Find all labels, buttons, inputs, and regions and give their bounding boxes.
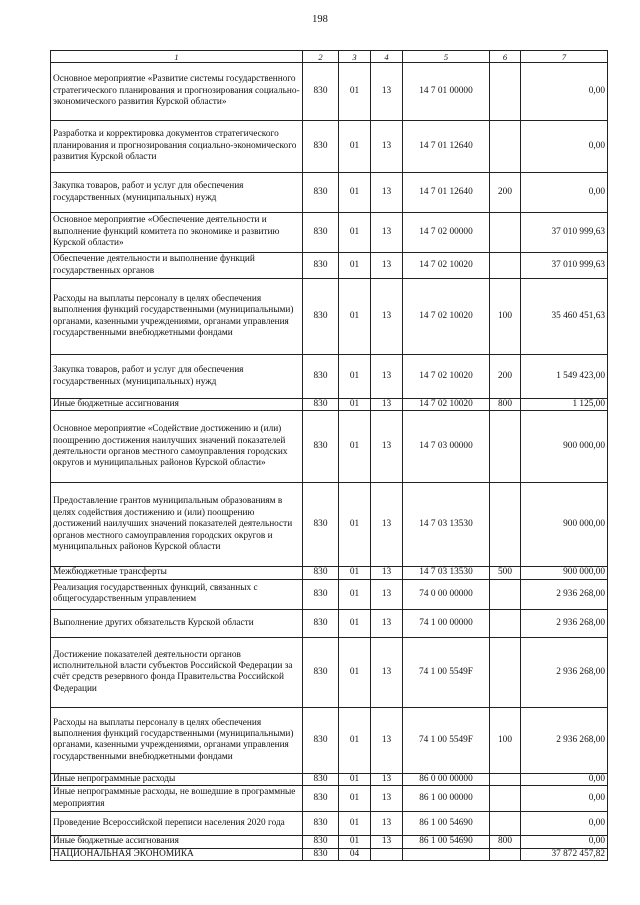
row-amount: 900 000,00 — [521, 483, 608, 567]
ministry-code: 830 — [303, 836, 339, 848]
target-code: 14 7 03 13530 — [403, 483, 490, 567]
ministry-code: 830 — [303, 707, 339, 773]
subsection-code: 13 — [371, 637, 403, 707]
target-code: 14 7 02 10020 — [403, 279, 490, 355]
subsection-code: 13 — [371, 609, 403, 637]
section-code: 01 — [339, 399, 371, 411]
table-row — [51, 812, 608, 836]
expense-type-code: 500 — [490, 567, 521, 579]
ministry-code: 830 — [303, 279, 339, 355]
column-header: 6 — [490, 51, 521, 63]
target-code: 86 1 00 54690 — [403, 836, 490, 848]
section-code: 01 — [339, 483, 371, 567]
expense-type-code — [490, 121, 521, 173]
row-amount: 1 125,00 — [521, 399, 608, 411]
expense-type-code — [490, 579, 521, 609]
row-name: Закупка товаров, работ и услуг для обеспечения государственных (муниципальных) нужд — [51, 173, 303, 213]
section-code: 04 — [339, 848, 371, 860]
target-code: 86 1 00 00000 — [403, 786, 490, 812]
row-name: Закупка товаров, работ и услуг для обеспечения государственных (муниципальных) нужд — [51, 355, 303, 399]
row-amount: 0,00 — [521, 173, 608, 213]
target-code: 14 7 02 00000 — [403, 213, 490, 253]
target-code: 14 7 02 10020 — [403, 399, 490, 411]
row-amount: 37 872 457,82 — [521, 848, 608, 860]
expense-type-code — [490, 786, 521, 812]
subsection-code: 13 — [371, 786, 403, 812]
section-code: 01 — [339, 609, 371, 637]
expense-type-code: 100 — [490, 279, 521, 355]
ministry-code: 830 — [303, 609, 339, 637]
table-row — [51, 836, 608, 848]
row-name: Иные бюджетные ассигнования — [51, 836, 303, 848]
expense-type-code: 200 — [490, 355, 521, 399]
row-name: Иные непрограммные расходы, не вошедшие в программные мероприятия — [51, 786, 303, 812]
expense-type-code — [490, 411, 521, 483]
expense-type-code — [490, 483, 521, 567]
column-header: 4 — [371, 51, 403, 63]
row-amount: 37 010 999,63 — [521, 213, 608, 253]
table-row — [51, 173, 608, 213]
section-code: 01 — [339, 773, 371, 785]
subsection-code: 13 — [371, 567, 403, 579]
target-code: 74 0 00 00000 — [403, 579, 490, 609]
row-amount: 35 460 451,63 — [521, 279, 608, 355]
ministry-code: 830 — [303, 848, 339, 860]
target-code: 74 1 00 5549F — [403, 707, 490, 773]
table-row — [51, 411, 608, 483]
subsection-code — [371, 848, 403, 860]
section-code: 01 — [339, 786, 371, 812]
table-row — [51, 773, 608, 785]
row-name: Основное мероприятие «Содействие достижению и (или) поощрению достижения наилучших значений показателей деятельности органов местного самоуправления городских округов и муниципальных районов Курской области» — [51, 411, 303, 483]
subsection-code: 13 — [371, 707, 403, 773]
ministry-code: 830 — [303, 773, 339, 785]
ministry-code: 830 — [303, 173, 339, 213]
row-name: НАЦИОНАЛЬНАЯ ЭКОНОМИКА — [51, 848, 303, 860]
row-amount: 0,00 — [521, 812, 608, 836]
table-row — [51, 786, 608, 812]
table-row — [51, 63, 608, 121]
row-amount: 900 000,00 — [521, 567, 608, 579]
row-amount: 900 000,00 — [521, 411, 608, 483]
section-code: 01 — [339, 355, 371, 399]
subsection-code: 13 — [371, 836, 403, 848]
section-code: 01 — [339, 63, 371, 121]
table-header-row — [51, 51, 608, 63]
ministry-code: 830 — [303, 567, 339, 579]
section-code: 01 — [339, 411, 371, 483]
row-amount: 1 549 423,00 — [521, 355, 608, 399]
target-code: 14 7 02 10020 — [403, 253, 490, 279]
subsection-code: 13 — [371, 279, 403, 355]
row-name: Достижение показателей деятельности органов исполнительной власти субъектов Российской Федерации за счёт средств резервного фонда Правительства Российской Федерации — [51, 637, 303, 707]
table-row — [51, 121, 608, 173]
target-code: 86 1 00 54690 — [403, 812, 490, 836]
row-name: Основное мероприятие «Развитие системы государственного стратегического планирования и прогнозирования социально-экономического развития Курской области» — [51, 63, 303, 121]
section-code: 01 — [339, 579, 371, 609]
subsection-code: 13 — [371, 812, 403, 836]
row-amount: 37 010 999,63 — [521, 253, 608, 279]
row-amount: 0,00 — [521, 121, 608, 173]
row-amount: 2 936 268,00 — [521, 609, 608, 637]
section-code: 01 — [339, 173, 371, 213]
row-amount: 2 936 268,00 — [521, 637, 608, 707]
table-row — [51, 579, 608, 609]
table-row — [51, 279, 608, 355]
ministry-code: 830 — [303, 253, 339, 279]
expense-type-code — [490, 773, 521, 785]
table-row — [51, 637, 608, 707]
ministry-code: 830 — [303, 483, 339, 567]
expense-type-code: 800 — [490, 399, 521, 411]
table-row — [51, 399, 608, 411]
target-code: 14 7 01 12640 — [403, 173, 490, 213]
ministry-code: 830 — [303, 355, 339, 399]
row-name: Межбюджетные трансферты — [51, 567, 303, 579]
subsection-code: 13 — [371, 355, 403, 399]
row-name: Обеспечение деятельности и выполнение функций государственных органов — [51, 253, 303, 279]
row-name: Расходы на выплаты персоналу в целях обеспечения выполнения функций государственными (муниципальными) органами, казенными учреждениями, органами управления государственными внебюджетными фондами — [51, 707, 303, 773]
table-row — [51, 707, 608, 773]
subsection-code: 13 — [371, 579, 403, 609]
table-row — [51, 609, 608, 637]
ministry-code: 830 — [303, 399, 339, 411]
row-name: Предоставление грантов муниципальным образованиям в целях содействия достижению и (или) поощрению достижений наилучших значений показателей деятельности органов местного самоуправления городских округов и муниципальных районов Курской области — [51, 483, 303, 567]
expense-type-code — [490, 848, 521, 860]
subsection-code: 13 — [371, 399, 403, 411]
subsection-code: 13 — [371, 63, 403, 121]
target-code: 14 7 02 10020 — [403, 355, 490, 399]
column-header: 5 — [403, 51, 490, 63]
section-code: 01 — [339, 279, 371, 355]
target-code: 14 7 03 13530 — [403, 567, 490, 579]
expense-type-code: 200 — [490, 173, 521, 213]
subsection-code: 13 — [371, 253, 403, 279]
target-code: 74 1 00 00000 — [403, 609, 490, 637]
section-code: 01 — [339, 253, 371, 279]
target-code: 14 7 01 00000 — [403, 63, 490, 121]
ministry-code: 830 — [303, 121, 339, 173]
expense-type-code: 100 — [490, 707, 521, 773]
row-amount: 0,00 — [521, 63, 608, 121]
expense-type-code — [490, 637, 521, 707]
ministry-code: 830 — [303, 812, 339, 836]
ministry-code: 830 — [303, 579, 339, 609]
expense-type-code — [490, 213, 521, 253]
row-amount: 2 936 268,00 — [521, 707, 608, 773]
section-code: 01 — [339, 121, 371, 173]
column-header: 3 — [339, 51, 371, 63]
expense-type-code — [490, 253, 521, 279]
row-name: Расходы на выплаты персоналу в целях обеспечения выполнения функций государственными (муниципальными) органами, казенными учреждениями, органами управления государственными внебюджетными фондами — [51, 279, 303, 355]
row-name: Иные бюджетные ассигнования — [51, 399, 303, 411]
row-amount: 0,00 — [521, 786, 608, 812]
row-name: Выполнение других обязательств Курской области — [51, 609, 303, 637]
budget-table — [50, 50, 608, 861]
subsection-code: 13 — [371, 411, 403, 483]
table-row — [51, 567, 608, 579]
table-row — [51, 483, 608, 567]
column-header: 7 — [521, 51, 608, 63]
section-code: 01 — [339, 812, 371, 836]
row-name: Проведение Всероссийской переписи населения 2020 года — [51, 812, 303, 836]
subsection-code: 13 — [371, 121, 403, 173]
expense-type-code — [490, 609, 521, 637]
table-row — [51, 253, 608, 279]
row-amount: 0,00 — [521, 836, 608, 848]
row-name: Иные непрограммные расходы — [51, 773, 303, 785]
section-code: 01 — [339, 213, 371, 253]
ministry-code: 830 — [303, 213, 339, 253]
section-code: 01 — [339, 836, 371, 848]
subsection-code: 13 — [371, 213, 403, 253]
target-code: 14 7 01 12640 — [403, 121, 490, 173]
column-header: 2 — [303, 51, 339, 63]
row-name: Разработка и корректировка документов стратегического планирования и прогнозирования социально-экономического развития Курской области — [51, 121, 303, 173]
subsection-code: 13 — [371, 173, 403, 213]
row-amount: 2 936 268,00 — [521, 579, 608, 609]
ministry-code: 830 — [303, 637, 339, 707]
expense-type-code — [490, 63, 521, 121]
subsection-code: 13 — [371, 483, 403, 567]
ministry-code: 830 — [303, 411, 339, 483]
row-name: Реализация государственных функций, связанных с общегосударственным управлением — [51, 579, 303, 609]
ministry-code: 830 — [303, 786, 339, 812]
expense-type-code — [490, 812, 521, 836]
target-code — [403, 848, 490, 860]
column-header: 1 — [51, 51, 303, 63]
row-name: Основное мероприятие «Обеспечение деятельности и выполнение функций комитета по экономике и развитию Курской области» — [51, 213, 303, 253]
table-row — [51, 213, 608, 253]
section-code: 01 — [339, 707, 371, 773]
row-amount: 0,00 — [521, 773, 608, 785]
target-code: 14 7 03 00000 — [403, 411, 490, 483]
subsection-code: 13 — [371, 773, 403, 785]
page-number: 198 — [312, 14, 328, 25]
target-code: 74 1 00 5549F — [403, 637, 490, 707]
section-code: 01 — [339, 567, 371, 579]
expense-type-code: 800 — [490, 836, 521, 848]
table-row — [51, 848, 608, 860]
target-code: 86 0 00 00000 — [403, 773, 490, 785]
ministry-code: 830 — [303, 63, 339, 121]
table-row — [51, 355, 608, 399]
section-code: 01 — [339, 637, 371, 707]
